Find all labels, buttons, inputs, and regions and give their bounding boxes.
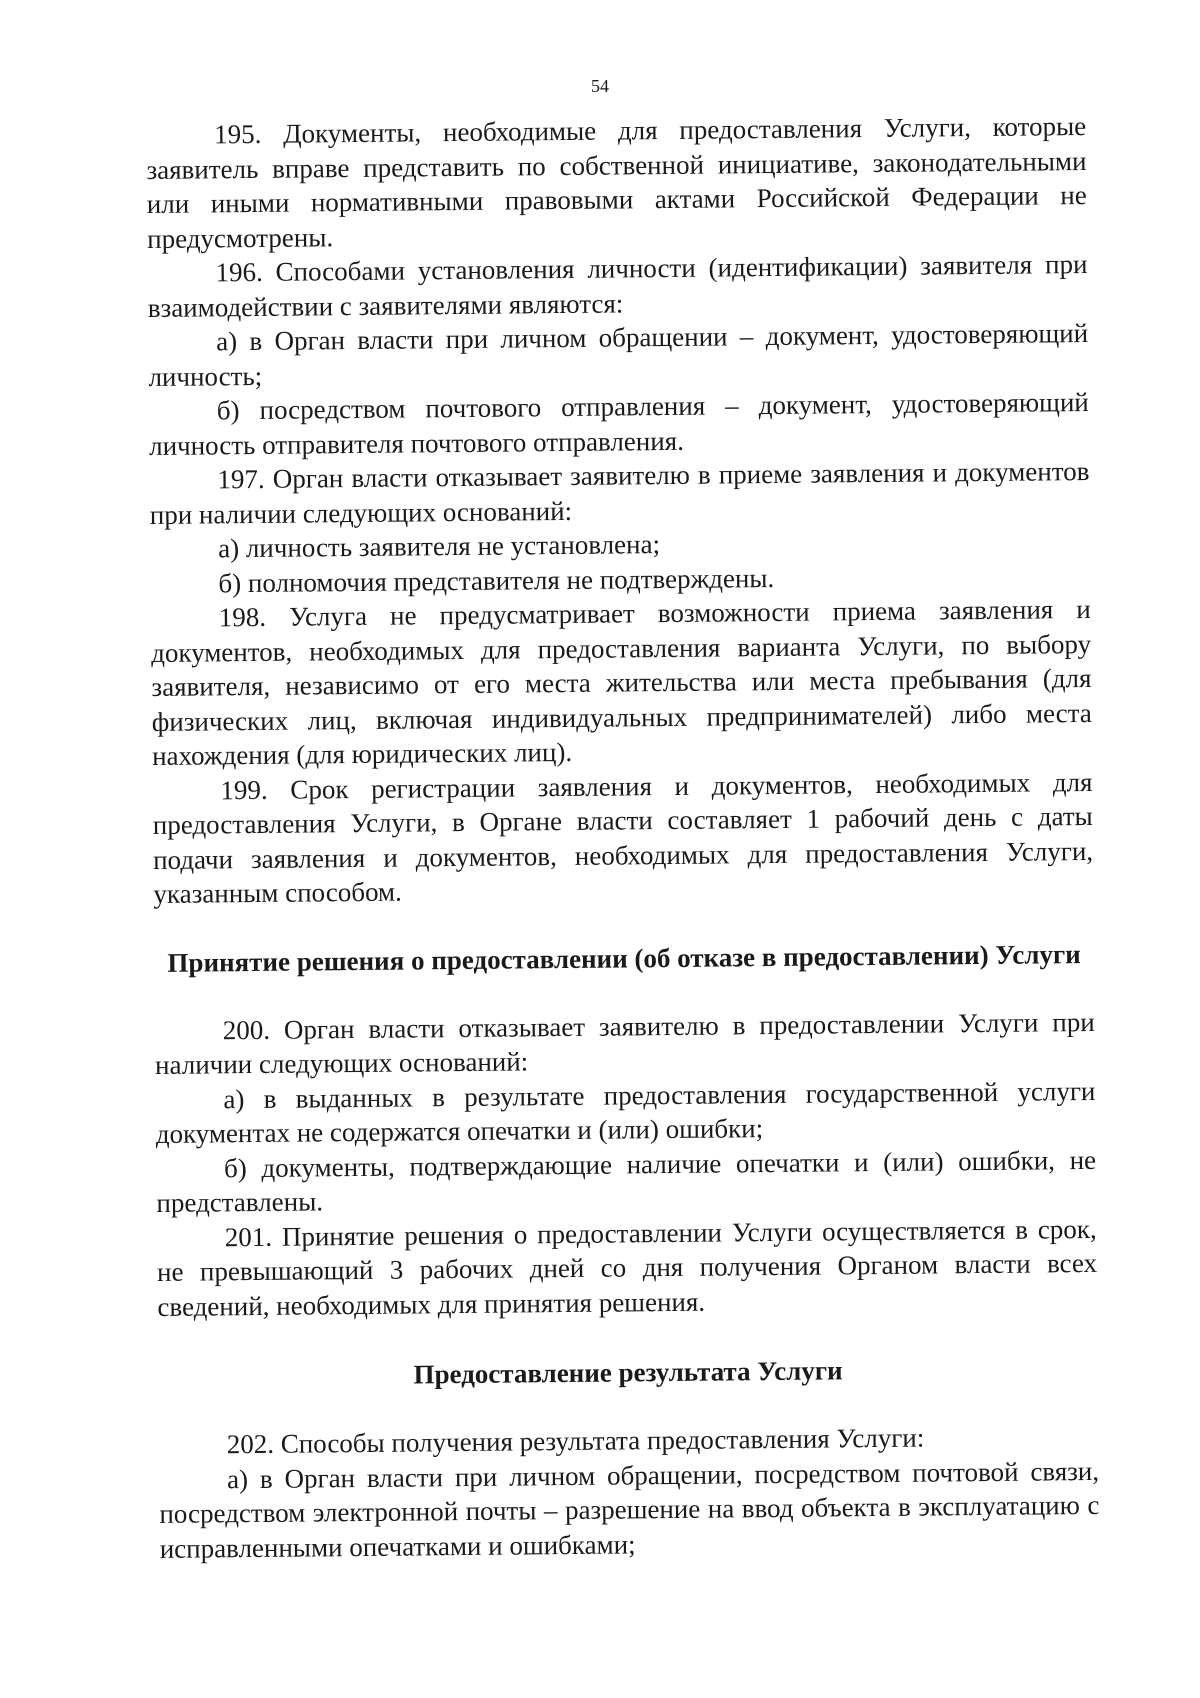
paragraph-196: 196. Способами установления личности (идентификации) заявителя при взаимодействии с заявителями являются: (147, 248, 1088, 323)
paragraph-197-a: а) личность заявителя не установлена; (217, 529, 661, 564)
paragraph-196-a: а) в Орган власти при личном обращении – документ, удостоверяющий личность; (148, 317, 1089, 392)
section-heading-decision: Принятие решения о предоставлении (об отказе в предоставлении) Услуги (167, 938, 1081, 978)
paragraph-200-b: б) документы, подтверждающие наличие опечатки и (или) ошибки, не представлены. (156, 1144, 1097, 1218)
paragraph-198: 198. Услуга не предусматривает возможности приема заявления и документов, необходимых для предоставления варианта Услуги, по выбору заявителя, независимо от его места жительства или места пребывания (для физических лиц, включая индивидуальных предпринимателей) либо места нахождения (для юридических лиц). (150, 593, 1092, 771)
paragraph-202: 202. Способы получения результата предоставления Услуги: (226, 1422, 925, 1460)
page-number: 54 (591, 76, 609, 96)
paragraph-196-b: б) посредством почтового отправления – документ, удостоверяющий личность отправителя почтового отправления. (148, 386, 1089, 461)
paragraph-197-b: б) полномочия представителя не подтверждены. (218, 562, 775, 598)
document-body (146, 109, 1100, 1566)
paragraph-201: 201. Принятие решения о предоставлении Услуги осуществляется в срок, не превышающий 3 рабочих дней со дня получения Органом власти всех сведений, необходимых для принятия решения. (156, 1213, 1098, 1322)
paragraph-199: 199. Срок регистрации заявления и документов, необходимых для предоставления Услуги, в Органе власти составляет 1 рабочий день с даты подачи заявления и документов, необходимых для предоставления Услуги, указанным способом. (152, 766, 1094, 909)
paragraph-200-a: а) в выданных в результате предоставления государственной услуги документах не содержатся опечатки и (или) ошибки; (155, 1075, 1096, 1149)
paragraph-202-a: а) в Орган власти при личном обращении, посредством почтовой связи, посредством электронной почты – разрешение на ввод объекта в эксплуатацию с исправленными опечатками и ошибками; (159, 1455, 1100, 1564)
section-heading-result: Предоставление результата Услуги (413, 1355, 843, 1390)
paragraph-200: 200. Орган власти отказывает заявителю в предоставлении Услуги при наличии следующих оснований: (154, 1006, 1095, 1080)
paragraph-195: 195. Документы, необходимые для предоставления Услуги, которые заявитель вправе представить по собственной инициативе, законодательными или иными нормативными правовыми актами Российской Федерации не предусмотрены. (146, 110, 1087, 254)
paragraph-197: 197. Орган власти отказывает заявителю в приеме заявления и документов при наличии следующих оснований: (149, 455, 1090, 530)
